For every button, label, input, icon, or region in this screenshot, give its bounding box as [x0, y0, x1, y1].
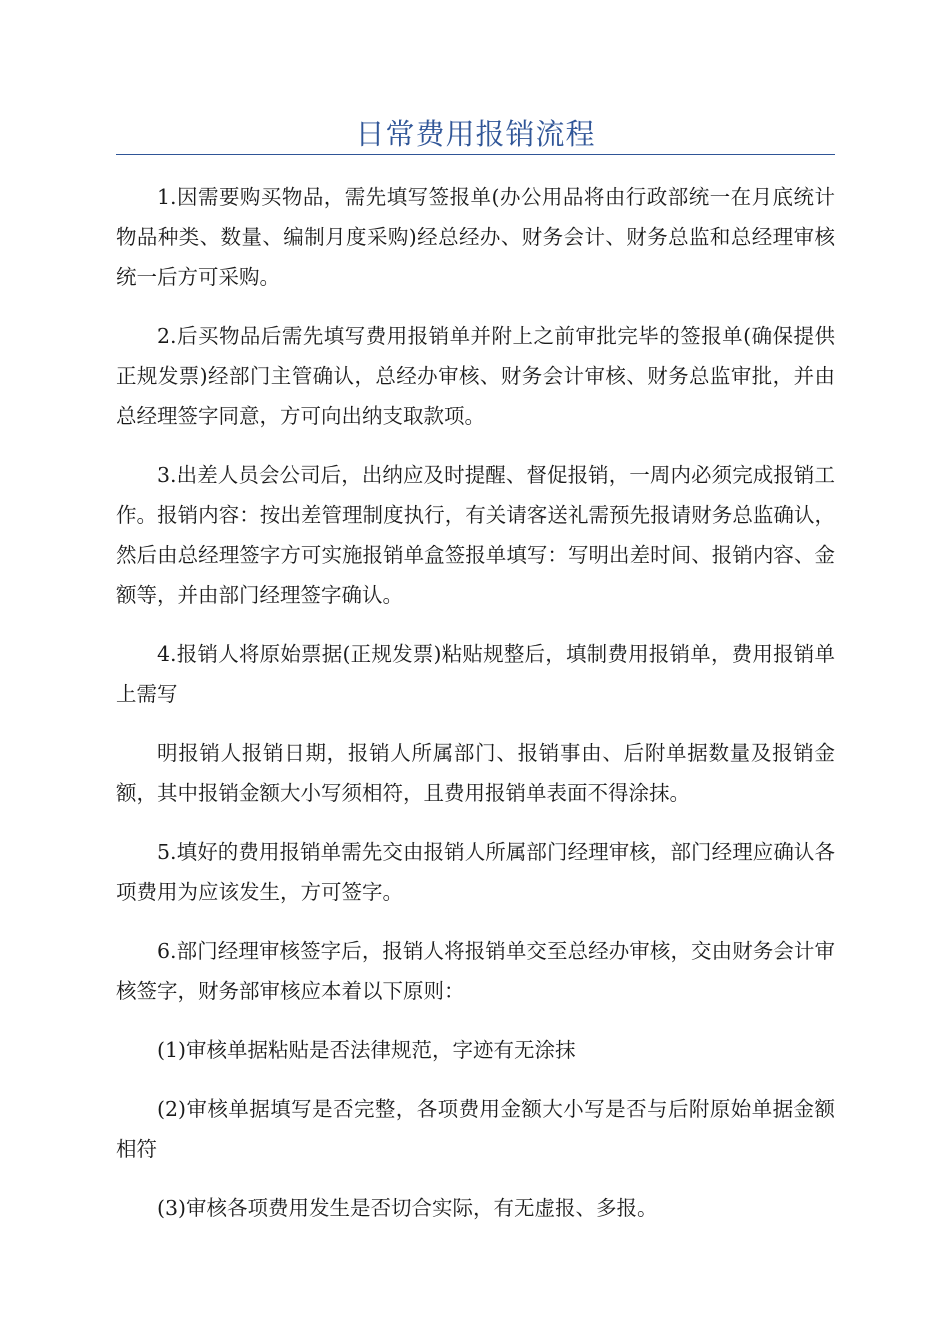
principle-2: (2)审核单据填写是否完整，各项费用金额大小写是否与后附原始单据金额相符: [116, 1097, 835, 1161]
paragraph-4-continued: 明报销人报销日期，报销人所属部门、报销事由、后附单据数量及报销金额，其中报销金额大小写须相符，且费用报销单表面不得涂抹。: [116, 741, 835, 805]
paragraph-4: 4.报销人将原始票据(正规发票)粘贴规整后，填制费用报销单，费用报销单上需写: [116, 642, 835, 706]
principle-1: (1)审核单据粘贴是否法律规范，字迹有无涂抹: [157, 1038, 576, 1062]
paragraph-1: 1.因需要购买物品，需先填写签报单(办公用品将由行政部统一在月底统计物品种类、数量、编制月度采购)经总经办、财务会计、财务总监和总经理审核统一后方可采购。: [116, 185, 835, 289]
title-underline: [116, 154, 835, 155]
paragraph-6: 6.部门经理审核签字后，报销人将报销单交至总经办审核，交由财务会计审核签字，财务部审核应本着以下原则：: [116, 939, 835, 1003]
paragraph-5: 5.填好的费用报销单需先交由报销人所属部门经理审核，部门经理应确认各项费用为应该发生，方可签字。: [116, 840, 835, 904]
document-title: 日常费用报销流程: [355, 117, 596, 151]
paragraph-3: 3.出差人员会公司后，出纳应及时提醒、督促报销，一周内必须完成报销工作。报销内容：按出差管理制度执行，有关请客送礼需预先报请财务总监确认，然后由总经理签字方可实施报销单盒签报单填写：写明出差时间、报销内容、金额等，并由部门经理签字确认。: [116, 463, 835, 607]
document-body: [116, 177, 835, 1228]
paragraph-2: 2.后买物品后需先填写费用报销单并附上之前审批完毕的签报单(确保提供正规发票)经部门主管确认，总经办审核、财务会计审核、财务总监审批，并由总经理签字同意，方可向出纳支取款项。: [116, 324, 835, 428]
principle-3: (3)审核各项费用发生是否切合实际，有无虚报、多报。: [157, 1196, 658, 1220]
